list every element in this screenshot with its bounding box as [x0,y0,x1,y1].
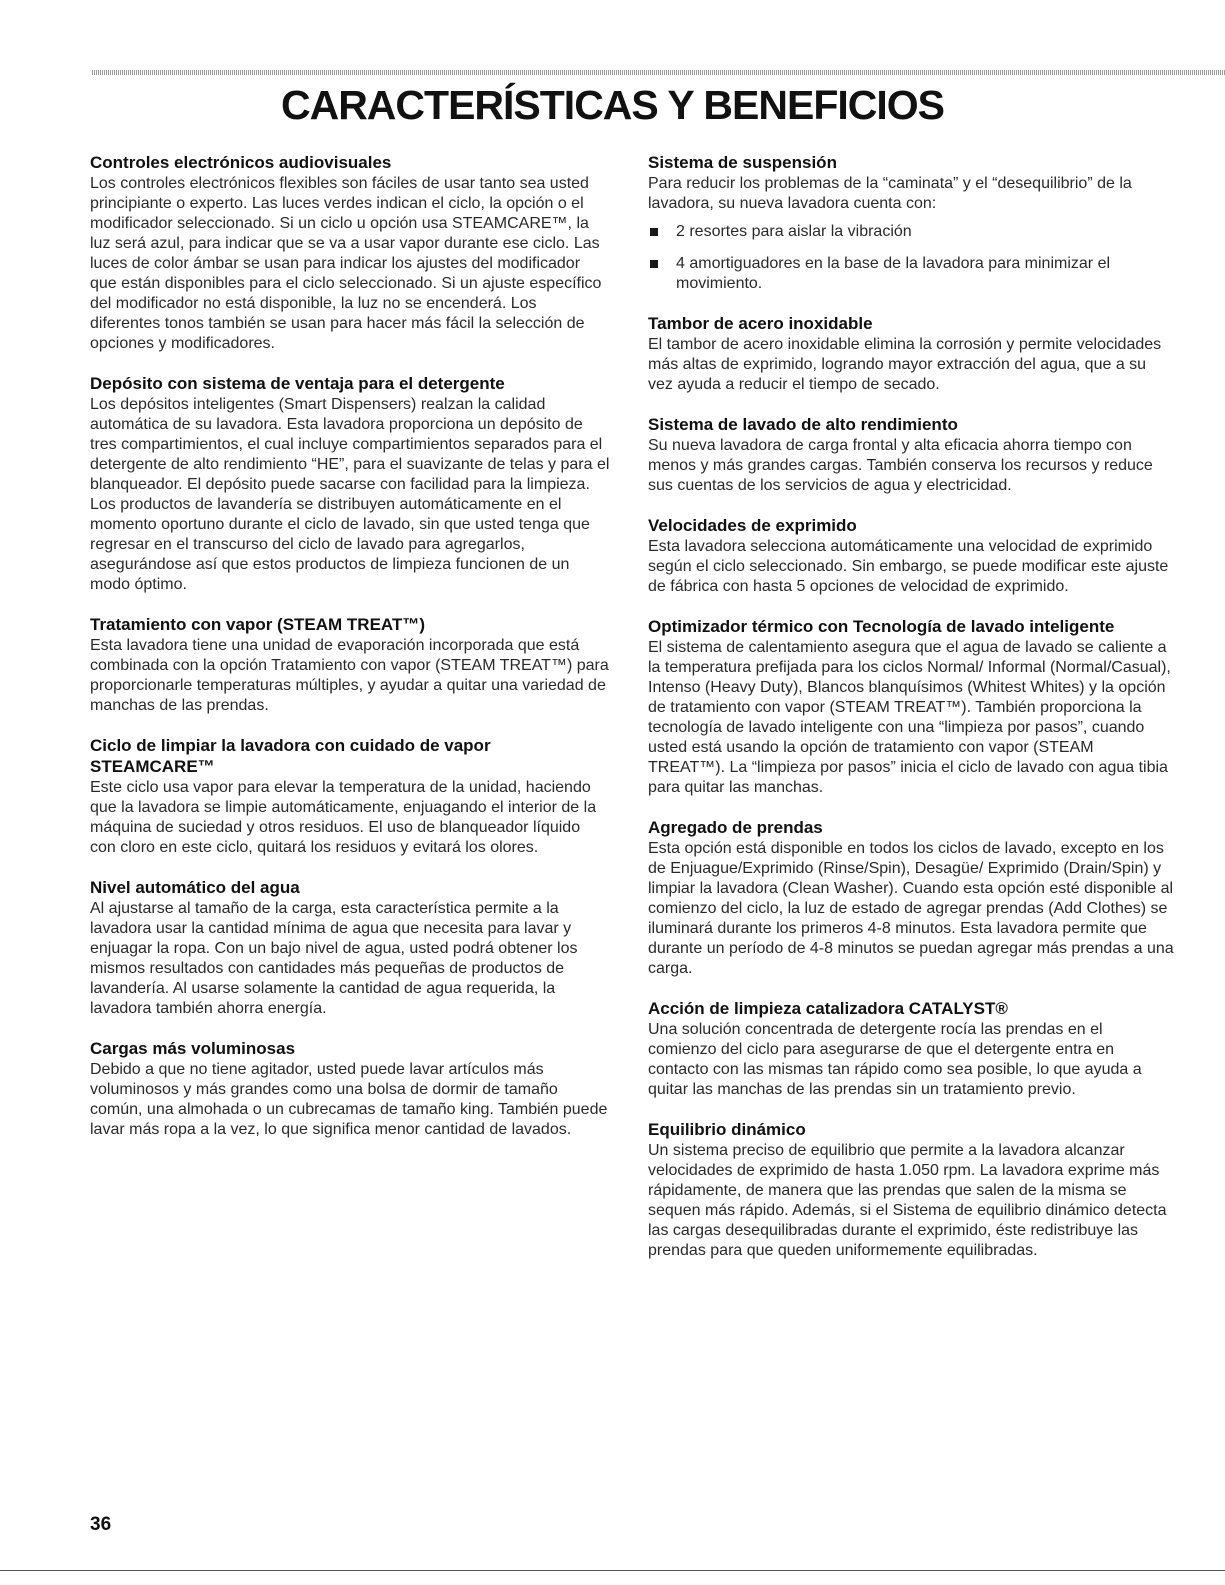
list-item [648,254,1174,294]
square-bullet-icon [650,228,658,236]
section-body: Al ajustarse al tamaño de la carga, esta característica permite a la lavadora usar la cantidad mínima de agua que necesita para lavar y enjuagar la ropa. Con un bajo nivel de agua, usted podrá obtener los mismos resultados con cantidades más pequeñas de productos de lavandería. Al usarse solamente la cantidad de agua requerida, la lavadora también ahorra energía. [90,900,578,1017]
section-larger-loads [90,1038,610,1140]
section-heading: Controles electrónicos audiovisuales [90,153,392,172]
section-suspension-system [648,152,1174,294]
header-rule [92,70,1225,75]
section-heading: Optimizador térmico con Tecnología de lavado inteligente [648,617,1115,636]
section-add-garments [648,817,1174,979]
section-heading: Sistema de lavado de alto rendimiento [648,415,958,434]
page-title: CARACTERÍSTICAS Y BENEFICIOS [280,82,944,128]
section-body: Una solución concentrada de detergente rocía las prendas en el comienzo del ciclo para asegurarse de que el detergente entra en contacto con las mismas tan rápido como sea posible, lo que ayuda a quitar las manchas de las prendas sin un tratamiento previo. [648,1021,1142,1098]
list-item-text: 4 amortiguadores en la base de la lavadora para minimizar el movimiento. [676,255,1111,292]
section-body: Un sistema preciso de equilibrio que permite a la lavadora alcanzar velocidades de exprimido de hasta 1.050 rpm. La lavadora exprime más rápidamente, de manera que las prendas que salen de la misma se sequen más rápido. Además, si el Sistema de equilibrio dinámico detecta las cargas desequilibradas durante el exprimido, éste redistribuye las prendas para que queden uniformemente equilibradas. [648,1142,1167,1259]
section-body: Esta lavadora selecciona automáticamente una velocidad de exprimido según el ciclo seleccionado. Sin embargo, se puede modificar este ajuste de fábrica con hasta 5 opciones de velocidad de exprimido. [648,538,1169,595]
section-spin-speeds [648,515,1174,597]
section-heading: Nivel automático del agua [90,878,300,897]
section-heading: Sistema de suspensión [648,153,837,172]
right-column [648,152,1174,1280]
section-heading: Agregado de prendas [648,818,823,837]
list-item [648,222,1174,242]
section-body: El tambor de acero inoxidable elimina la corrosión y permite velocidades más altas de exprimido, logrando mayor extracción del agua, que a su vez ayuda a reducir el tiempo de secado. [648,336,1162,393]
section-body: Su nueva lavadora de carga frontal y alta eficacia ahorra tiempo con menos y más grandes cargas. También conserva los recursos y reduce sus cuentas de los servicios de agua y electricidad. [648,437,1153,494]
section-body: Este ciclo usa vapor para elevar la temperatura de la unidad, haciendo que la lavadora se limpie automáticamente, enjuagando el interior de la máquina de suciedad y otros residuos. El uso de blanqueador líquido con cloro en este ciclo, quitará los residuos y evitará los olores. [90,779,597,856]
section-heading: Acción de limpieza catalizadora CATALYST® [648,999,1008,1018]
section-dynamic-balance [648,1119,1174,1261]
section-steam-treat [90,614,610,716]
section-body: Para reducir los problemas de la “caminata” y el “desequilibrio” de la lavadora, su nueva lavadora cuenta con: [648,175,1132,212]
section-heading: Velocidades de exprimido [648,516,857,535]
square-bullet-icon [650,260,658,268]
section-heading: Tambor de acero inoxidable [648,314,873,333]
section-thermal-optimizer [648,616,1174,798]
section-heading: Depósito con sistema de ventaja para el detergente [90,374,505,393]
list-item-text: 2 resortes para aislar la vibración [676,223,912,240]
section-body: Los controles electrónicos flexibles son fáciles de usar tanto sea usted principiante o experto. Las luces verdes indican el ciclo, la opción o el modificador seleccionado. Si un ciclo u opción usa STEAMCARE™, la luz será azul, para indicar que se va a usar vapor durante ese ciclo. Las luces de color ámbar se usan para indicar los ajustes del modificador que están disponibles para el ciclo seleccionado. Si un ajuste específico del modificador no está disponible, la luz no se encenderá. Los diferentes tonos también se usan para hacer más fácil la selección de opciones y modificadores. [90,175,602,352]
left-column [90,152,610,1159]
section-automatic-water-level [90,877,610,1019]
section-body: Esta lavadora tiene una unidad de evaporación incorporada que está combinada con la opción Tratamiento con vapor (STEAM TREAT™) para proporcionarle temperaturas múltiples, y ayudar a quitar una variedad de manchas de las prendas. [90,637,609,714]
section-high-efficiency-wash [648,414,1174,496]
section-heading: Equilibrio dinámico [648,1120,806,1139]
section-audiovisual-controls [90,152,610,354]
section-heading: Cargas más voluminosas [90,1039,296,1058]
section-body: Esta opción está disponible en todos los ciclos de lavado, excepto en los de Enjuague/Exprimido (Rinse/Spin), Desagüe/ Exprimido (Drain/Spin) y limpiar la lavadora (Clean Washer). Cuando esta opción esté disponible al comienzo del ciclo, la luz de estado de agregar prendas (Add Clothes) se iluminará durante los primeros 4-8 minutos. Esta lavadora permite que durante un período de 4-8 minutos se puedan agregar más prendas a una carga. [648,840,1174,977]
section-detergent-dispenser [90,373,610,595]
section-heading: Ciclo de limpiar la lavadora con cuidado de vapor STEAMCARE™ [90,736,491,776]
page-number: 36 [90,1514,112,1535]
section-body: El sistema de calentamiento asegura que el agua de lavado se caliente a la temperatura prefijada para los ciclos Normal/ Informal (Normal/Casual), Intenso (Heavy Duty), Blancos blanquísimos (Whitest Whites) y la opción de tratamiento con vapor (STEAM TREAT™). También proporciona la tecnología de lavado inteligente con una “limpieza por pasos”, cuando usted está usando la opción de tratamiento con vapor (STEAM TREAT™). La “limpieza por pasos” inicia el ciclo de lavado con agua tibia para quitar las manchas. [648,639,1171,796]
section-steamcare-clean-cycle [90,735,610,858]
section-body: Debido a que no tiene agitador, usted puede lavar artículos más voluminosos y más grandes como una bolsa de dormir de tamaño común, una almohada o un cubrecamas de tamaño king. También puede lavar más ropa a la vez, lo que significa menor cantidad de lavados. [90,1061,608,1138]
bullet-list [648,222,1174,294]
footer-rule [0,1570,1225,1571]
section-heading: Tratamiento con vapor (STEAM TREAT™) [90,615,425,634]
section-stainless-drum [648,313,1174,395]
section-body: Los depósitos inteligentes (Smart Dispensers) realzan la calidad automática de su lavadora. Esta lavadora proporciona un depósito de tres compartimientos, el cual incluye compartimientos separados para el detergente de alto rendimiento “HE”, para el suavizante de telas y para el blanqueador. El depósito puede sacarse con facilidad para la limpieza. Los productos de lavandería se distribuyen automáticamente en el momento oportuno durante el ciclo de lavado, sin que usted tenga que regresar en el transcurso del ciclo de lavado para agregarlos, asegurándose así que estos productos de limpieza funcionen de un modo óptimo. [90,396,610,593]
section-catalyst-action [648,998,1174,1100]
